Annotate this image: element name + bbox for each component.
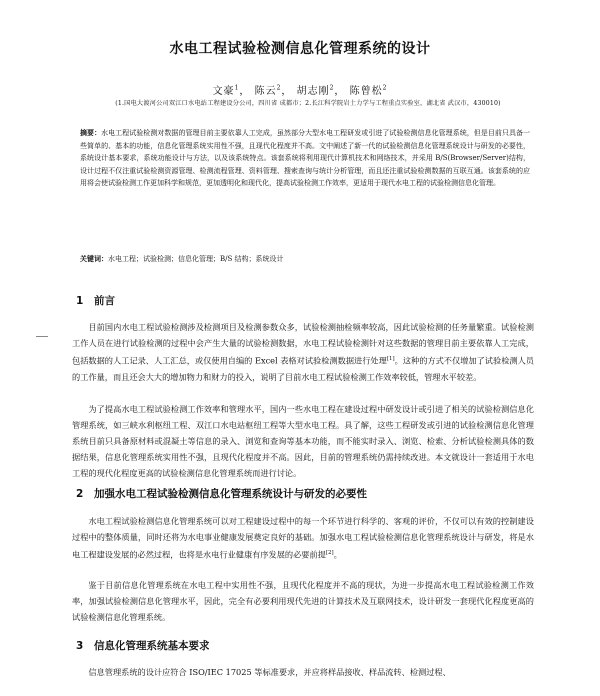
author-affil-mark: 1 <box>234 84 240 92</box>
author-affil-mark: 2 <box>329 84 335 92</box>
abstract-text: 水电工程试验检测对数据的管理目前主要依靠人工完成，虽然部分大型水电工程研发或引进了试验检测信息化管理系统，但是目前只具备一些简单的、基本的功能，信息化管理系统实用性不强，且现代化程度并不高。文中阐述了新一代的试验检测信息化管理系统设计与研发的必要性，系统设计基本要求，系统功能设计与方法，以及该系统特点。该套系统将利用现代计算机技术和网络技术，并采用 B/S(Browser/Server)结构，设计过程不仅注重试验检测资源管理、检测流程管理、资料管理、搜索查询与统计分析管理，而且还注重试验检测数据的互联互通。该套系统的应用将会使试验检测工作更加科学和规范，更加透明化和现代化，提高试验检测工作效率，更适用于现代水电工程的试验检测信息化管理。 <box>80 129 531 188</box>
section-heading <box>76 486 367 501</box>
section-title: 加强水电工程试验检测信息化管理系统设计与研发的必要性 <box>94 488 367 500</box>
author-affil-mark: 2 <box>276 84 282 92</box>
paragraph <box>72 401 534 481</box>
keywords-label: 关键词： <box>80 255 108 263</box>
paragraph-text: 信息管理系统的设计应符合 ISO/IEC 17025 等标准要求，并应将样品接收、样品流转、检测过程、 <box>88 667 451 677</box>
paragraph-text: 水电工程试验检测信息化管理系统可以对工程建设过程中的每一个环节进行科学的、客观的评价，不仅可以有效的控制建设过程中的整体质量，同时还将为水电事业健康发展奠定良好的基础。加强水电工程试验检测信息化管理系统设计与研发，将是水电工程建设发展的必然过程，也将是水电行业健康有序发展的必要前提 <box>72 516 534 560</box>
keywords <box>80 253 530 265</box>
paragraph <box>72 577 534 625</box>
author-list: 文豪$^1$， 陈云$^2$， 胡志刚$^2$， 陈曾松$^2$ <box>212 84 388 97</box>
section-heading <box>76 293 115 308</box>
author-name: 文豪 <box>212 86 235 97</box>
paragraph <box>72 513 534 563</box>
author-affil-mark: 2 <box>382 84 388 92</box>
keywords-text: 水电工程；试验检测；信息化管理；B/S 结构；系统设计 <box>108 255 284 263</box>
paragraph <box>72 319 534 385</box>
author-name: 陈曾松 <box>349 86 383 97</box>
section-number: 3 <box>76 640 84 652</box>
citation: [2] <box>325 550 334 556</box>
citation: [1] <box>386 356 395 362</box>
paragraph-text: 。这种的方式不仅增加了试验检测人员的工作量，而且还会大大的增加物力和财力的投入，说明了目前水电工程试验检测工作效率较低，管理水平较差。 <box>72 355 534 382</box>
abstract-label: 摘要： <box>80 129 102 137</box>
paragraph-text: 鉴于目前信息化管理系统在水电工程中实用性不强，且现代化程度并不高的现状，为进一步提高水电工程试验检测工作效率，加强试验检测信息化管理水平，因此，完全有必要利用现代先进的计算技术及互联网技术，设计研发一套现代化程度更高的试验检测信息化管理系统。 <box>72 580 534 622</box>
section-title: 信息化管理系统基本要求 <box>94 640 210 652</box>
affiliation: (1.国电大渡河公司双江口水电站工程建设分公司，四川省 成都市；2.长江科学院岩土力学与工程重点实验室，湖北省 武汉市，430010) <box>115 100 501 107</box>
section-title: 前言 <box>94 295 115 307</box>
section-number: 2 <box>76 488 84 500</box>
abstract <box>80 127 530 190</box>
paragraph-text: 为了提高水电工程试验检测工作效率和管理水平，国内一些水电工程在建设过程中研发设计或引进了相关的试验检测信息化管理系统，如三峡水利枢纽工程、双江口水电站枢纽工程等大型水电工程。具了解，这些工程研发或引进的试验检测信息化管理系统目前只具备原材料或混凝土等信息的录入、浏览和查询等基本功能，而不能实时录入、浏览、检索、分析试验检测具体的数据结果，信息化管理系统实用性不强，且现代化程度并不高。因此，目前的管理系统仍需持续改进。本文就设计一套适用于水电工程的现代化程度更高的试验检测信息化管理系统而进行讨论。 <box>72 404 534 478</box>
paragraph-text: 目前国内水电工程试验检测涉及检测项目及检测参数众多，试验检测抽检频率较高，因此试验检测的任务量繁重。试验检测工作人员在进行试验检测的过程中会产生大量的试验检测数据，水电工程试验检测针对这些数据的管理目前主要依靠人工完成，包括数据的人工记录、人工汇总，或仅使用自编的 Excel 表格对试验检测数据进行处理 <box>72 322 534 366</box>
paragraph-text: 。 <box>333 549 342 560</box>
section-number: 1 <box>76 295 84 307</box>
margin-mark <box>36 336 48 337</box>
section-heading <box>76 638 210 653</box>
author-name: 胡志刚 <box>296 86 330 97</box>
paragraph <box>72 664 534 680</box>
author-name: 陈云 <box>254 86 277 97</box>
paper-title: 水电工程试验检测信息化管理系统的设计 <box>169 41 431 57</box>
